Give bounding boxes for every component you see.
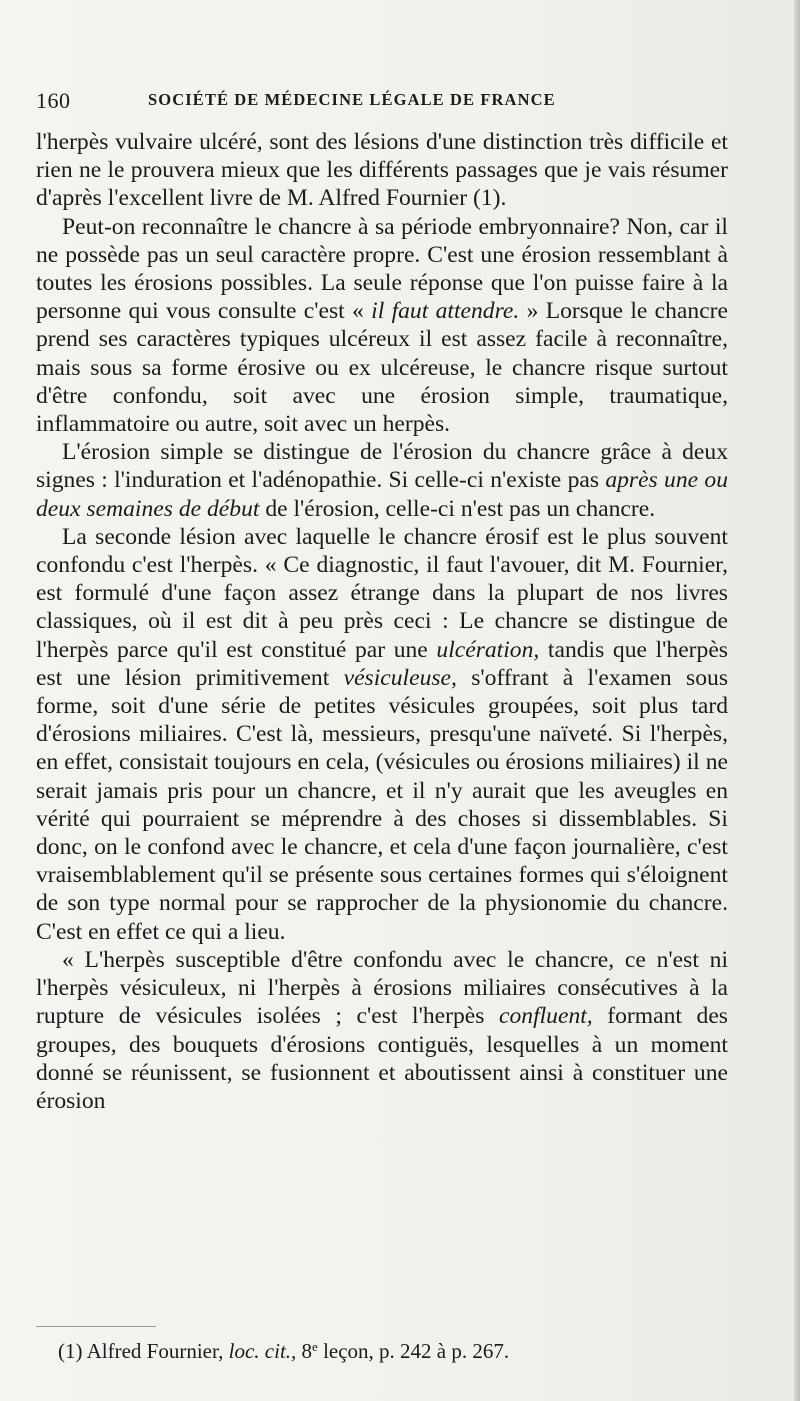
footnote-rule (36, 1326, 156, 1327)
page-header (36, 88, 726, 118)
italic-text: il faut attendre. (371, 298, 520, 325)
page-edge-shadow (794, 0, 800, 1401)
footnote-pages: leçon, p. 242 à p. 267. (323, 1339, 510, 1363)
italic-text: vésiculeuse, (343, 664, 457, 691)
footnote-lesson-number: 8 (301, 1339, 313, 1363)
text-segment: » Lorsque le chancre prend ses caractères typiques ulcéreux il est assez facile à reconnaître, mais sous sa forme érosive ou ex ulcéreuse, le chancre risque surtout d'être confondu, soit avec une érosion simple, traumatique, inflammatoire ou autre, soit avec un herpès. (36, 298, 729, 438)
text-segment: l'herpès vulvaire ulcéré, sont des lésions d'une distinction très difficile et rien ne le prouvera mieux que les différents passages que je vais résumer d'après l'excellent livre de M. Alfred Fournier (1). (36, 129, 728, 212)
italic-text: confluent, (499, 1003, 593, 1030)
text-segment: L'érosion simple se distingue de l'érosion du chancre grâce à deux signes : l'induration et l'adénopathie. Si celle-ci n'existe pas (36, 439, 728, 494)
running-title: SOCIÉTÉ DE MÉDECINE LÉGALE DE FRANCE (148, 90, 556, 109)
body-text (36, 128, 728, 1115)
text-segment: formant des groupes, des bouquets d'érosions contiguës, lesquelles à un moment donné se réunissent, se fusionnent et aboutissent ainsi à constituer une érosion (36, 1003, 728, 1114)
italic-text: ulcération, (436, 636, 540, 663)
paragraph (36, 213, 728, 439)
page-number: 160 (36, 88, 71, 113)
text-segment: « L'herpès susceptible d'être confondu avec le chancre, ce n'est ni l'herpès vésiculeux, ni l'herpès à érosions miliaires consécutives à la rupture de vésicules isolées ; c'est l'herpès (36, 946, 728, 1030)
text-segment: La seconde lésion avec laquelle le chancre érosif est le plus souvent confondu c'est l'herpès. « Ce diagnostic, il faut l'avouer, dit M. Fournier, est formulé d'une façon assez étrange dans la plupart de nos livres classiques, où il est dit à peu près ceci : Le chancre se distingue de l'herpès parce qu'il est constitué par une (36, 523, 728, 663)
paragraph (36, 128, 728, 213)
footnote-reference: loc. cit., (228, 1339, 297, 1363)
paragraph (36, 438, 728, 523)
footnote-marker: (1) (58, 1339, 83, 1363)
text-segment: Peut-on reconnaître le chancre à sa période embryonnaire? Non, car il ne possède pas un seul caractère propre. C'est une érosion ressemblant à toutes les érosions possibles. La seule réponse que l'on puisse faire à la personne qui vous consulte c'est « (36, 213, 728, 325)
paragraph (36, 523, 728, 946)
text-segment: tandis que l'herpès est une lésion primitivement (36, 636, 728, 691)
footnote-lesson-suffix: e (312, 1339, 318, 1354)
italic-text: après une ou deux semaines de début (36, 467, 728, 522)
footnote-author: Alfred Fournier, (86, 1339, 224, 1363)
footnote (58, 1334, 718, 1364)
paragraph (36, 946, 728, 1115)
text-segment: de l'érosion, celle-ci n'est pas un chancre. (259, 495, 656, 522)
text-segment: s'offrant à l'examen sous forme, soit d'une série de petites vésicules groupées, soit plus tard d'érosions miliaires. C'est là, messieurs, presqu'une naïveté. Si l'herpès, en effet, consistait toujours en cela, (vésicules ou érosions miliaires) il ne serait jamais pris pour un chancre, et il n'y aurait que les aveugles en vérité qui pourraient se méprendre à des choses si dissemblables. Si donc, on le confond avec le chancre, et cela d'une façon journalière, c'est vraisemblablement qu'il se présente sous certaines formes qui s'éloignent de son type normal pour se rapprocher de la physionomie du chancre. C'est en effet ce qui a lieu. (36, 664, 728, 945)
